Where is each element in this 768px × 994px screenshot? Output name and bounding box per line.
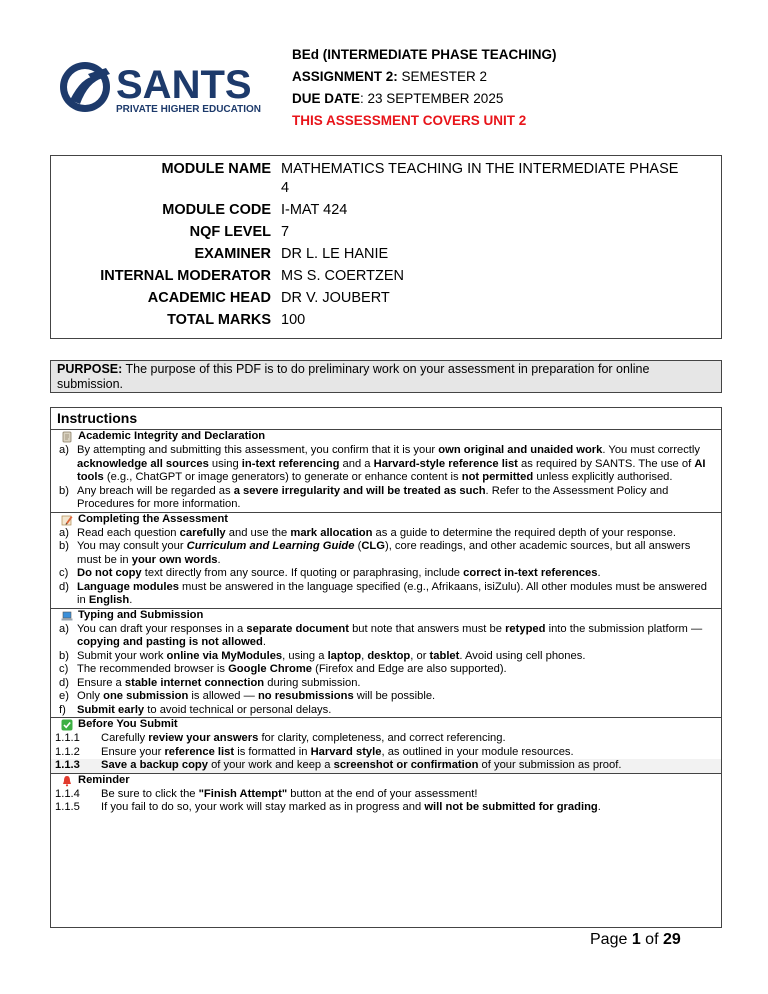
before-submit-heading: Before You Submit: [78, 718, 178, 731]
integrity-heading: Academic Integrity and Declaration: [78, 430, 266, 443]
module-name-row: MODULE NAME MATHEMATICS TEACHING IN THE INTERMEDIATE PHASE 4: [161, 161, 679, 196]
instructions-box: [50, 407, 722, 928]
list-item: a) Read each question carefully and use the mark allocation as a guide to determine the required depth of your response.: [59, 526, 676, 539]
academic-head-row: ACADEMIC HEAD DR V. JOUBERT: [147, 290, 390, 306]
before-submit-section: [51, 718, 721, 774]
list-item: e) Only one submission is allowed — no resubmissions will be possible.: [59, 690, 436, 702]
due-date-line: DUE DATE: 23 SEPTEMBER 2025: [292, 91, 504, 106]
sants-logo: [58, 60, 270, 116]
bell-icon: [61, 775, 73, 787]
nqf-level-row: NQF LEVEL 7: [189, 224, 290, 240]
list-item: 1.1.1 Carefully review your answers for clarity, completeness, and correct referencing.: [55, 732, 506, 744]
list-item: c) Do not copy text directly from any source. If quoting or paraphrasing, include correct in-text references.: [59, 567, 601, 579]
page-number: Page 1 of 29: [590, 931, 681, 948]
pencil-icon: [61, 514, 73, 526]
integrity-section: [51, 430, 721, 513]
list-item: b) You may consult your Curriculum and Learning Guide (CLG), core readings, and other academic sources, but all answers must be in your own words.: [59, 540, 691, 566]
purpose-box: PURPOSE: The purpose of this PDF is to do preliminary work on your assessment in preparation for online submission.: [50, 360, 722, 393]
list-item: f) Submit early to avoid technical or personal delays.: [59, 703, 332, 716]
list-item: 1.1.2 Ensure your reference list is formatted in Harvard style, as outlined in your module resources.: [55, 745, 574, 758]
typing-section: [51, 609, 721, 719]
list-item: c) The recommended browser is Google Chrome (Firefox and Edge are also supported).: [59, 663, 507, 675]
list-item: a) By attempting and submitting this assessment, you confirm that it is your own original and unaided work. You must correctly acknowledge all sources using in-text referencing and a Harvard-style reference list as required by SANTS. The use of AI tools (e.g., ChatGPT or image generators) to generate or enhance content is not permitted unless explicitly authorised.: [59, 444, 706, 483]
moderator-row: INTERNAL MODERATOR MS S. COERTZEN: [100, 268, 404, 284]
svg-text:SANTS: SANTS: [116, 63, 252, 107]
list-item: d) Ensure a stable internet connection during submission.: [59, 676, 361, 689]
scroll-icon: [61, 431, 73, 443]
list-item: b) Submit your work online via MyModules, using a laptop, desktop, or tablet. Avoid using cell phones.: [59, 649, 586, 662]
coverage-notice: THIS ASSESSMENT COVERS UNIT 2: [292, 113, 527, 128]
assignment-line: ASSIGNMENT 2: SEMESTER 2: [292, 69, 488, 84]
document-header: [292, 44, 557, 132]
check-icon: [61, 719, 73, 731]
list-item: 1.1.4 Be sure to click the "Finish Attempt" button at the end of your assessment!: [55, 787, 478, 800]
list-item: 1.1.3 Save a backup copy of your work and keep a screenshot or confirmation of your submission as proof.: [51, 759, 721, 773]
total-marks-row: TOTAL MARKS 100: [167, 312, 306, 328]
reminder-heading: Reminder: [78, 773, 130, 786]
reminder-section: [51, 774, 721, 815]
completing-section: [51, 513, 721, 609]
typing-heading: Typing and Submission: [78, 608, 204, 621]
list-item: b) Any breach will be regarded as a severe irregularity and will be treated as such. Refer to the Assessment Policy and Procedures for more information.: [59, 484, 669, 510]
completing-heading: Completing the Assessment: [78, 512, 229, 525]
list-item: d) Language modules must be answered in the language specified (e.g., Afrikaans, isiZulu). All other modules must be answered in English.: [59, 580, 707, 606]
examiner-row: EXAMINER DR L. LE HANIE: [194, 246, 389, 262]
list-item: a) You can draft your responses in a separate document but note that answers must be retyped into the submission platform — copying and pasting is not allowed.: [59, 622, 703, 648]
instructions-title: Instructions: [51, 408, 721, 430]
module-code-row: MODULE CODE I-MAT 424: [162, 202, 348, 218]
list-item: 1.1.5 If you fail to do so, your work will stay marked as in progress and will not be submitted for grading.: [55, 801, 601, 813]
laptop-icon: [61, 610, 73, 622]
module-info-box: [50, 155, 722, 339]
program-title: BEd (INTERMEDIATE PHASE TEACHING): [292, 47, 557, 62]
svg-text:PRIVATE HIGHER EDUCATION: PRIVATE HIGHER EDUCATION: [116, 104, 262, 115]
